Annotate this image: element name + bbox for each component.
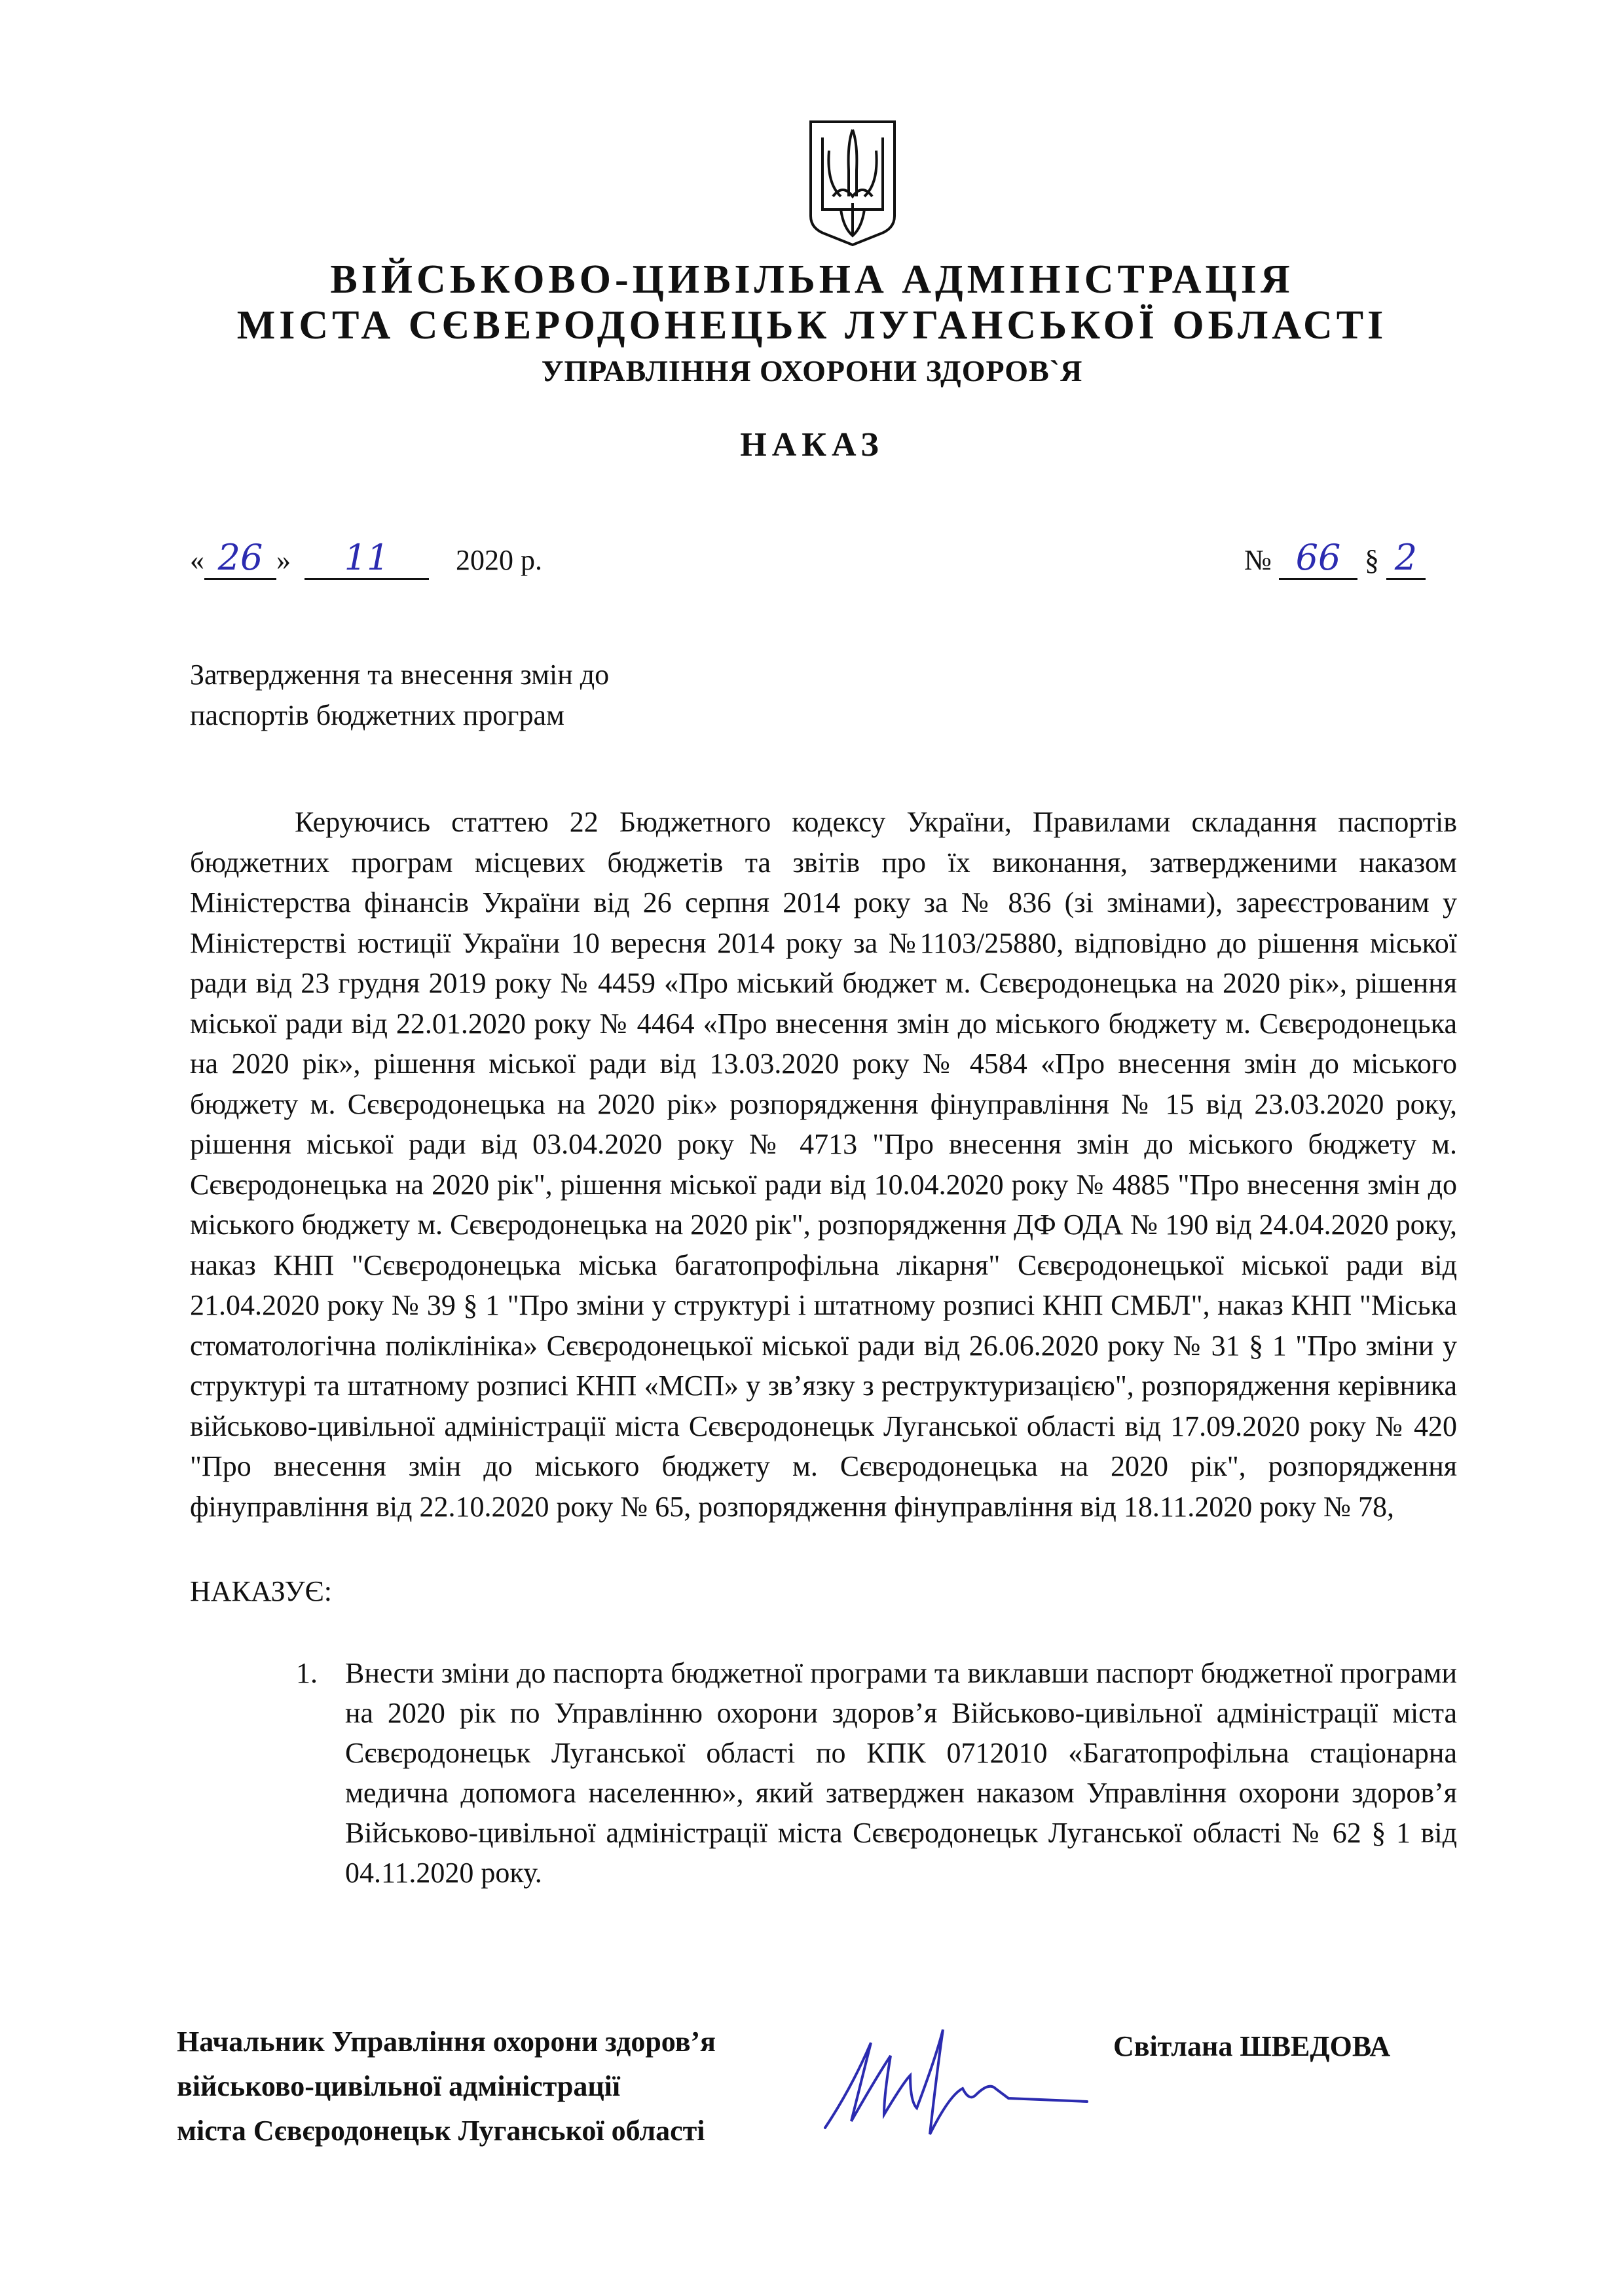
- subject-line1: Затвердження та внесення змін до: [190, 659, 610, 691]
- ukraine-trident-coat-of-arms-icon: [807, 118, 898, 249]
- position-line1: Начальник Управління охорони здоров’я: [177, 2026, 716, 2058]
- number-prefix: №: [1244, 544, 1272, 576]
- order-item: [298, 1653, 1457, 1893]
- document-subject: [190, 655, 779, 736]
- signatory-position: [177, 2020, 716, 2153]
- document-date: [190, 537, 542, 580]
- organization-name-line1: ВІЙСЬКОВО-ЦИВІЛЬНА АДМІНІСТРАЦІЯ: [330, 257, 1294, 302]
- date-month-value: 11: [344, 537, 390, 578]
- organization-name-line2: МІСТА СЄВЕРОДОНЕЦЬК ЛУГАНСЬКОЇ ОБЛАСТІ: [236, 303, 1388, 348]
- date-month-field: [304, 537, 429, 580]
- section-field: [1386, 537, 1426, 580]
- order-item-number: 1.: [296, 1657, 318, 1689]
- preamble-paragraph: Керуючись статтею 22 Бюджетного кодексу України, Правилами складання паспортів бюджетних програм місцевих бюджетів та звітів про їх виконання, затвердженими наказом Міністерства фінансів України від 26 серпня 2014 року за № 836 (зі змінами), зареєстрованим у Міністерстві юстиції України 10 вересня 2014 року за №1103/25880, відповідно до рішення міської ради від 23 грудня 2019 року № 4459 «Про міський бюджет м. Сєвєродонецька на 2020 рік», рішення міської ради від 22.01.2020 року № 4464 «Про внесення змін до міського бюджету м. Сєвєродонецька на 2020 рік», рішення міської ради від 13.03.2020 року № 4584 «Про внесення змін до міського бюджету м. Сєвєродонецька на 2020 рік» розпорядження фінуправління № 15 від 23.03.2020 року, рішення міської ради від 03.04.2020 року № 4713 "Про внесення змін до міського бюджету м. Сєвєродонецька на 2020 рік", рішення міської ради від 10.04.2020 року № 4885 "Про внесення змін до міського бюджету м. Сєвєродонецька на 2020 рік", розпорядження ДФ ОДА № 190 від 24.04.2020 року, наказ КНП "Сєвєродонецька міська багатопрофільна лікарня" Сєвєродонецької міської ради від 21.04.2020 року № 39 § 1 "Про зміни у структурі і штатному розписі КНП СМБЛ", наказ КНП "Міська стоматологічна поліклініка» Сєвєродонецької міської ради від 26.06.2020 року № 31 § 1 "Про зміни у структурі та штатному розписі КНП «МСП» у зв’язку з реструктуризацією", розпорядження керівника військово-цивільної адміністрації міста Сєвєродонецьк Луганської області від 17.09.2020 року № 420 "Про внесення змін до міського бюджету м. Сєвєродонецька на 2020 рік", розпорядження фінуправління від 22.10.2020 року № 65, розпорядження фінуправління від 18.11.2020 року № 78,: [190, 806, 1457, 1523]
- orders-label: НАКАЗУЄ:: [190, 1575, 332, 1607]
- handwritten-signature: [812, 2016, 1153, 2147]
- date-day-field: [204, 537, 276, 580]
- section-sign: §: [1364, 544, 1379, 576]
- order-item-text: Внести зміни до паспорта бюджетної програми та виклавши паспорт бюджетної програми на 2020 рік по Управлінню охорони здоров’я Військово-цивільної адміністрації міста Сєвєродонецьк Луганської області по КПК 0712010 «Багатопрофільна стаціонарна медична допомога населенню», який затверджен наказом Управління охорони здоров’я Військово-цивільної адміністрації міста Сєвєродонецьк Луганської області № 62 § 1 від 04.11.2020 року.: [345, 1657, 1457, 1889]
- number-field: [1279, 537, 1357, 580]
- number-value: 66: [1295, 537, 1341, 578]
- document-number: [1244, 537, 1426, 580]
- document-type-title: НАКАЗ: [740, 426, 884, 464]
- date-year: 2020 р.: [456, 544, 542, 576]
- date-day-value: 26: [217, 537, 263, 578]
- date-open-quote: «: [190, 544, 204, 576]
- subject-line2: паспортів бюджетних програм: [190, 699, 564, 731]
- signatory-name: Світлана ШВЕДОВА: [1113, 2030, 1391, 2062]
- department-name: УПРАВЛІННЯ ОХОРОНИ ЗДОРОВ`Я: [541, 354, 1083, 388]
- date-close-quote: »: [276, 544, 291, 576]
- position-line2: військово-цивільної адміністрації: [177, 2070, 621, 2102]
- section-value: 2: [1394, 537, 1418, 578]
- position-line3: міста Сєвєродонецьк Луганської області: [177, 2115, 705, 2147]
